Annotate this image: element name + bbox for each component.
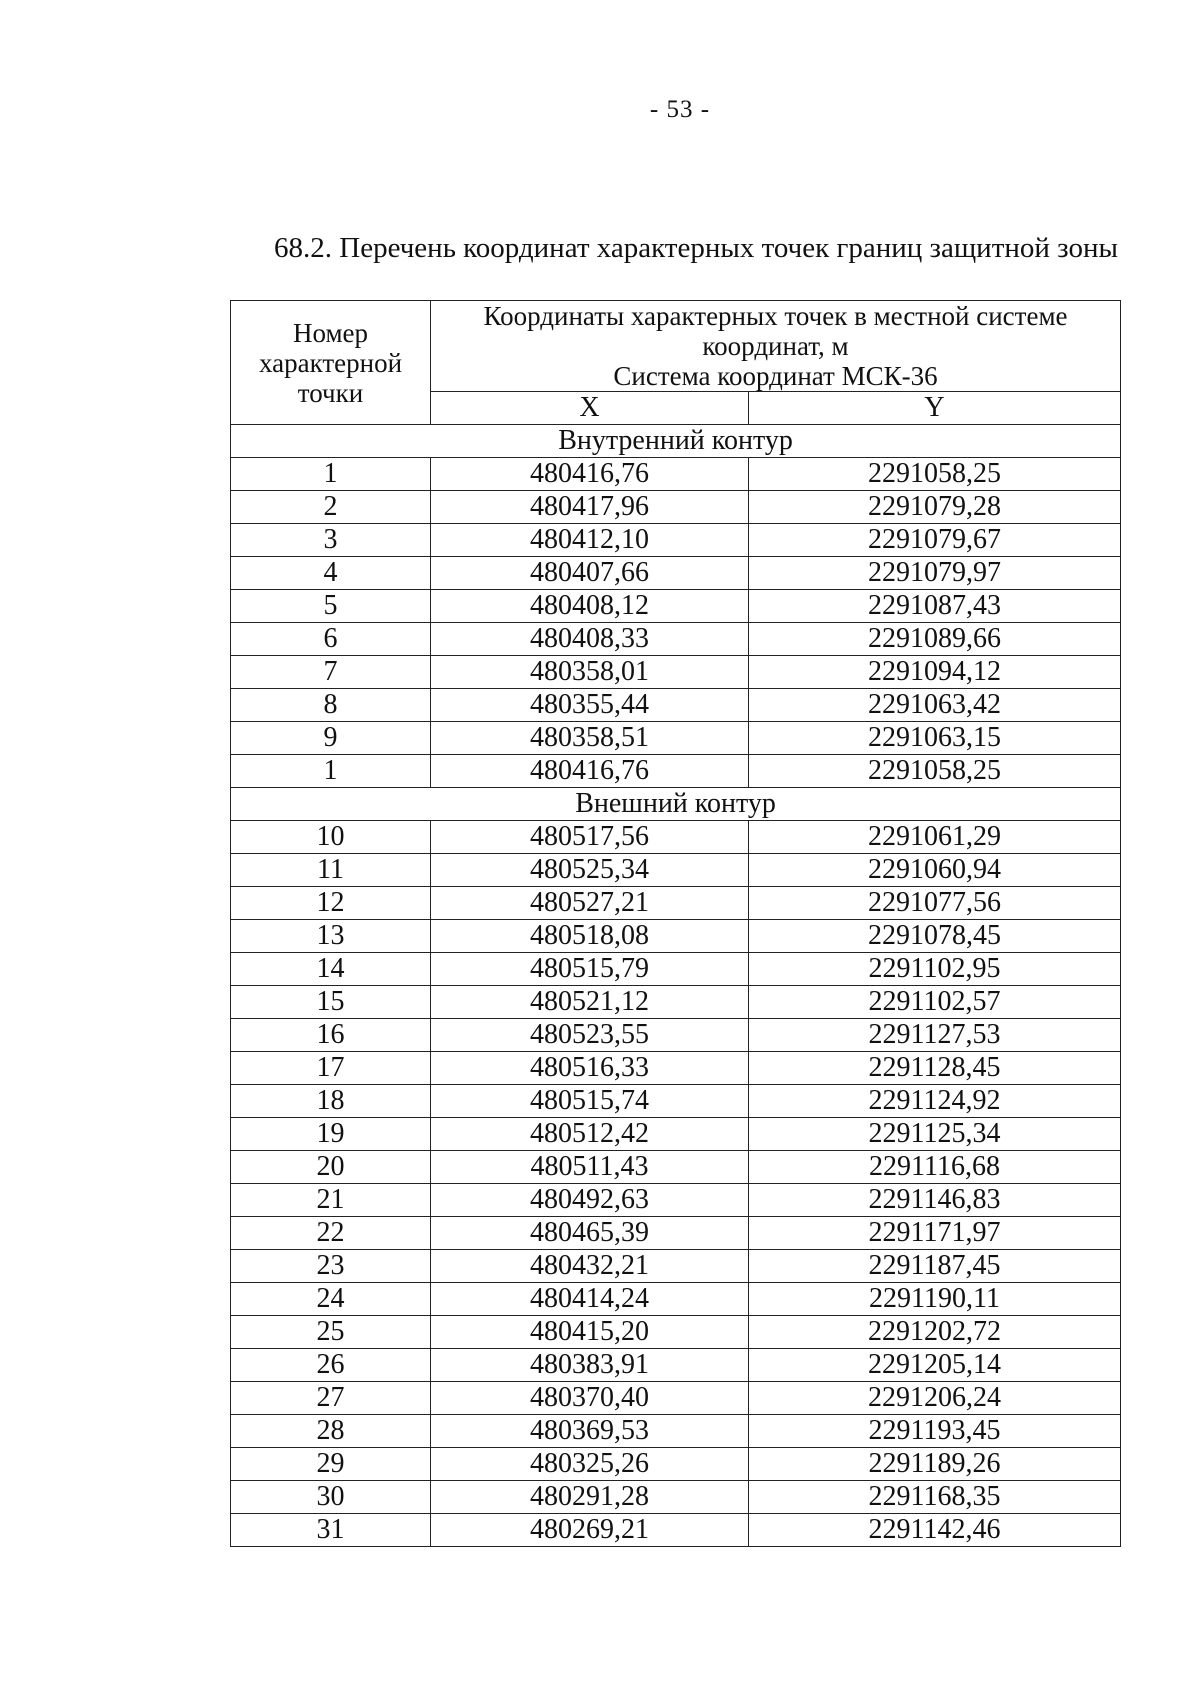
y-coordinate-cell: 2291125,34	[749, 1118, 1121, 1151]
header-y: Y	[749, 392, 1121, 425]
point-number-cell: 18	[231, 1085, 431, 1118]
page-number: - 53 -	[649, 96, 711, 123]
y-coordinate-cell: 2291058,25	[749, 755, 1121, 788]
point-number-cell: 23	[231, 1250, 431, 1283]
y-coordinate-cell: 2291079,97	[749, 557, 1121, 590]
point-number-cell: 3	[231, 524, 431, 557]
point-number-cell: 19	[231, 1118, 431, 1151]
table-row	[231, 1019, 1121, 1052]
table-row	[231, 1283, 1121, 1316]
point-number-cell: 22	[231, 1217, 431, 1250]
point-number-cell: 26	[231, 1349, 431, 1382]
y-coordinate-cell: 2291190,11	[749, 1283, 1121, 1316]
table-row	[231, 755, 1121, 788]
y-coordinate-cell: 2291063,15	[749, 722, 1121, 755]
section-title: Внутренний контур	[231, 425, 1121, 458]
y-coordinate-cell: 2291206,24	[749, 1382, 1121, 1415]
header-coordinates-description: Координаты характерных точек в местной системе координат, м	[483, 301, 1068, 361]
x-coordinate-cell: 480325,26	[431, 1448, 749, 1481]
point-number-cell: 30	[231, 1481, 431, 1514]
table-row	[231, 1316, 1121, 1349]
y-coordinate-cell: 2291128,45	[749, 1052, 1121, 1085]
x-coordinate-cell: 480515,79	[431, 953, 749, 986]
header-row	[231, 301, 1121, 392]
table-row	[231, 656, 1121, 689]
y-coordinate-cell: 2291189,26	[749, 1448, 1121, 1481]
x-coordinate-cell: 480417,96	[431, 491, 749, 524]
table-row	[231, 590, 1121, 623]
x-coordinate-cell: 480358,51	[431, 722, 749, 755]
y-coordinate-cell: 2291116,68	[749, 1151, 1121, 1184]
x-coordinate-cell: 480358,01	[431, 656, 749, 689]
x-coordinate-cell: 480511,43	[431, 1151, 749, 1184]
table-row	[231, 1349, 1121, 1382]
table-row	[231, 1151, 1121, 1184]
point-number-cell: 10	[231, 821, 431, 854]
coordinates-table	[230, 300, 1121, 1547]
y-coordinate-cell: 2291058,25	[749, 458, 1121, 491]
y-coordinate-cell: 2291187,45	[749, 1250, 1121, 1283]
y-coordinate-cell: 2291079,67	[749, 524, 1121, 557]
table-row	[231, 1217, 1121, 1250]
x-coordinate-cell: 480383,91	[431, 1349, 749, 1382]
x-coordinate-cell: 480465,39	[431, 1217, 749, 1250]
y-coordinate-cell: 2291102,95	[749, 953, 1121, 986]
point-number-cell: 16	[231, 1019, 431, 1052]
point-number-cell: 4	[231, 557, 431, 590]
table-row	[231, 1250, 1121, 1283]
point-number-cell: 5	[231, 590, 431, 623]
section-row	[231, 788, 1121, 821]
point-number-cell: 7	[231, 656, 431, 689]
table-row	[231, 1415, 1121, 1448]
y-coordinate-cell: 2291124,92	[749, 1085, 1121, 1118]
point-number-cell: 9	[231, 722, 431, 755]
table-row	[231, 1052, 1121, 1085]
point-number-cell: 28	[231, 1415, 431, 1448]
point-number-cell: 8	[231, 689, 431, 722]
table-row	[231, 1184, 1121, 1217]
y-coordinate-cell: 2291078,45	[749, 920, 1121, 953]
table-row	[231, 1118, 1121, 1151]
x-coordinate-cell: 480525,34	[431, 854, 749, 887]
y-coordinate-cell: 2291060,94	[749, 854, 1121, 887]
table-row	[231, 821, 1121, 854]
y-coordinate-cell: 2291202,72	[749, 1316, 1121, 1349]
x-coordinate-cell: 480291,28	[431, 1481, 749, 1514]
table-row	[231, 1382, 1121, 1415]
y-coordinate-cell: 2291094,12	[749, 656, 1121, 689]
point-number-cell: 11	[231, 854, 431, 887]
y-coordinate-cell: 2291079,28	[749, 491, 1121, 524]
x-coordinate-cell: 480512,42	[431, 1118, 749, 1151]
point-number-cell: 1	[231, 458, 431, 491]
point-number-cell: 6	[231, 623, 431, 656]
x-coordinate-cell: 480517,56	[431, 821, 749, 854]
point-number-cell: 17	[231, 1052, 431, 1085]
section-row	[231, 425, 1121, 458]
y-coordinate-cell: 2291102,57	[749, 986, 1121, 1019]
table-row	[231, 557, 1121, 590]
point-number-cell: 20	[231, 1151, 431, 1184]
x-coordinate-cell: 480518,08	[431, 920, 749, 953]
x-coordinate-cell: 480521,12	[431, 986, 749, 1019]
header-coordinates	[431, 301, 1121, 392]
y-coordinate-cell: 2291063,42	[749, 689, 1121, 722]
document-title: 68.2. Перечень координат характерных точек границ защитной зоны	[274, 232, 1118, 264]
y-coordinate-cell: 2291193,45	[749, 1415, 1121, 1448]
y-coordinate-cell: 2291061,29	[749, 821, 1121, 854]
section-title: Внешний контур	[231, 788, 1121, 821]
y-coordinate-cell: 2291127,53	[749, 1019, 1121, 1052]
y-coordinate-cell: 2291146,83	[749, 1184, 1121, 1217]
x-coordinate-cell: 480416,76	[431, 755, 749, 788]
y-coordinate-cell: 2291142,46	[749, 1514, 1121, 1547]
header-point-number: Номер характерной точки	[231, 301, 431, 425]
y-coordinate-cell: 2291168,35	[749, 1481, 1121, 1514]
point-number-cell: 21	[231, 1184, 431, 1217]
x-coordinate-cell: 480412,10	[431, 524, 749, 557]
table-row	[231, 1481, 1121, 1514]
table-body	[231, 425, 1121, 1547]
header-coordinate-system: Система координат МСК-36	[613, 361, 938, 391]
point-number-cell: 31	[231, 1514, 431, 1547]
x-coordinate-cell: 480432,21	[431, 1250, 749, 1283]
point-number-cell: 25	[231, 1316, 431, 1349]
table-row	[231, 986, 1121, 1019]
header-x: X	[431, 392, 749, 425]
table-row	[231, 953, 1121, 986]
point-number-cell: 27	[231, 1382, 431, 1415]
x-coordinate-cell: 480515,74	[431, 1085, 749, 1118]
y-coordinate-cell: 2291205,14	[749, 1349, 1121, 1382]
table-row	[231, 458, 1121, 491]
x-coordinate-cell: 480370,40	[431, 1382, 749, 1415]
point-number-cell: 13	[231, 920, 431, 953]
x-coordinate-cell: 480355,44	[431, 689, 749, 722]
y-coordinate-cell: 2291077,56	[749, 887, 1121, 920]
point-number-cell: 2	[231, 491, 431, 524]
x-coordinate-cell: 480407,66	[431, 557, 749, 590]
point-number-cell: 29	[231, 1448, 431, 1481]
point-number-cell: 14	[231, 953, 431, 986]
table-row	[231, 854, 1121, 887]
x-coordinate-cell: 480415,20	[431, 1316, 749, 1349]
table-row	[231, 1448, 1121, 1481]
x-coordinate-cell: 480269,21	[431, 1514, 749, 1547]
point-number-cell: 15	[231, 986, 431, 1019]
x-coordinate-cell: 480492,63	[431, 1184, 749, 1217]
x-coordinate-cell: 480516,33	[431, 1052, 749, 1085]
table-row	[231, 1085, 1121, 1118]
table-row	[231, 722, 1121, 755]
point-number-cell: 12	[231, 887, 431, 920]
table-row	[231, 920, 1121, 953]
table-header	[231, 301, 1121, 425]
y-coordinate-cell: 2291087,43	[749, 590, 1121, 623]
table-row	[231, 491, 1121, 524]
y-coordinate-cell: 2291089,66	[749, 623, 1121, 656]
x-coordinate-cell: 480408,33	[431, 623, 749, 656]
table-row	[231, 1514, 1121, 1547]
x-coordinate-cell: 480414,24	[431, 1283, 749, 1316]
point-number-cell: 24	[231, 1283, 431, 1316]
x-coordinate-cell: 480527,21	[431, 887, 749, 920]
point-number-cell: 1	[231, 755, 431, 788]
y-coordinate-cell: 2291171,97	[749, 1217, 1121, 1250]
x-coordinate-cell: 480408,12	[431, 590, 749, 623]
x-coordinate-cell: 480369,53	[431, 1415, 749, 1448]
x-coordinate-cell: 480523,55	[431, 1019, 749, 1052]
table-row	[231, 689, 1121, 722]
x-coordinate-cell: 480416,76	[431, 458, 749, 491]
table-row	[231, 623, 1121, 656]
table-row	[231, 887, 1121, 920]
table-row	[231, 524, 1121, 557]
